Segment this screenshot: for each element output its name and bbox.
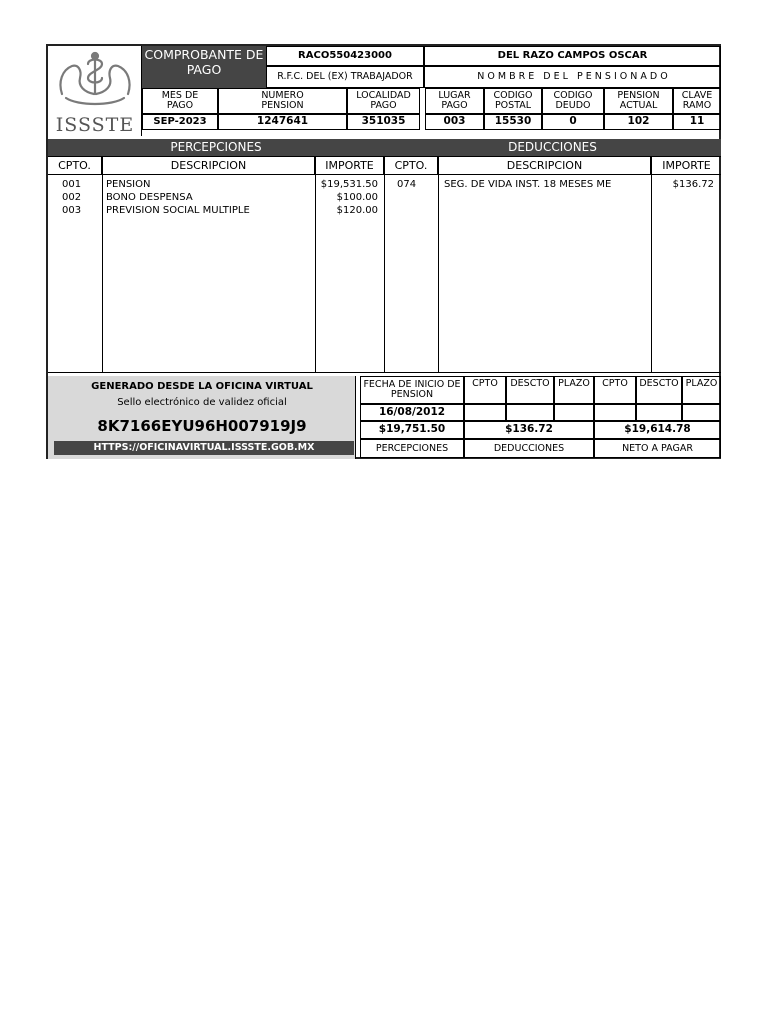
- row-cpto: 001: [62, 179, 82, 190]
- seal-code: 8K7166EYU96H007919J9: [97, 417, 307, 435]
- generated-text: GENERADO DESDE LA OFICINA VIRTUAL: [91, 381, 313, 392]
- deducciones-title: DEDUCCIONES: [384, 139, 721, 156]
- percepciones-title: PERCEPCIONES: [48, 139, 384, 156]
- field-value-clave-ramo: 11: [673, 114, 721, 130]
- row-cpto: 003: [62, 205, 82, 216]
- virtual-office-url[interactable]: HTTPS://OFICINAVIRTUAL.ISSSTE.GOB.MX: [54, 441, 354, 455]
- payment-receipt: [46, 44, 721, 459]
- perc-col-descripcion: DESCRIPCION: [102, 156, 315, 175]
- loan-cell: [682, 404, 721, 421]
- row-descripcion: BONO DESPENSA: [106, 192, 193, 203]
- loan-cell: [554, 404, 594, 421]
- loan-header: DESCTO: [636, 376, 682, 404]
- field-value-codigo-deudo: 0: [542, 114, 604, 130]
- perc-col-cpto: CPTO.: [48, 156, 102, 175]
- row-cpto: 074: [397, 179, 417, 190]
- row-importe: $120.00: [336, 205, 378, 216]
- perc-col-importe: IMPORTE: [315, 156, 384, 175]
- field-label-numero: NUMERO PENSION: [218, 88, 347, 114]
- pensioner-name-label: N O M B R E D E L P E N S I O N A D O: [424, 66, 721, 88]
- document-title: COMPROBANTE DE PAGO: [142, 46, 266, 88]
- neto-label: NETO A PAGAR: [594, 439, 721, 458]
- loan-header: DESCTO: [506, 376, 554, 404]
- loan-header: PLAZO: [554, 376, 594, 404]
- field-label-codigo-postal: CODIGO POSTAL: [484, 88, 542, 114]
- total-deducciones: $136.72: [464, 421, 594, 439]
- total-percepciones: $19,751.50: [360, 421, 464, 439]
- row-importe: $19,531.50: [320, 179, 378, 190]
- ded-col-importe: IMPORTE: [651, 156, 721, 175]
- loan-cell: [594, 404, 636, 421]
- loan-cell: [636, 404, 682, 421]
- field-value-mes: SEP-2023: [142, 114, 218, 130]
- row-importe: $136.72: [672, 179, 714, 190]
- ded-col-descripcion: DESCRIPCION: [438, 156, 651, 175]
- fecha-inicio-value: 16/08/2012: [360, 404, 464, 421]
- row-descripcion: PREVISION SOCIAL MULTIPLE: [106, 205, 250, 216]
- rfc-value: RACO550423000: [266, 46, 424, 66]
- issste-logo-icon: [48, 48, 142, 118]
- seal-label: Sello electrónico de validez oficial: [117, 397, 287, 408]
- logo-text: ISSSTE: [55, 114, 135, 136]
- field-value-numero: 1247641: [218, 114, 347, 130]
- loan-cell: [464, 404, 506, 421]
- loan-header: CPTO: [464, 376, 506, 404]
- field-label-localidad: LOCALIDAD PAGO: [347, 88, 420, 114]
- logo-area: [48, 46, 142, 136]
- field-value-lugar: 003: [425, 114, 484, 130]
- deducciones-label: DEDUCCIONES: [464, 439, 594, 458]
- neto-a-pagar: $19,614.78: [594, 421, 721, 439]
- row-importe: $100.00: [336, 192, 378, 203]
- row-descripcion: SEG. DE VIDA INST. 18 MESES ME: [444, 179, 612, 190]
- field-label-pension-actual: PENSION ACTUAL: [604, 88, 673, 114]
- field-label-mes: MES DE PAGO: [142, 88, 218, 114]
- field-label-codigo-deudo: CODIGO DEUDO: [542, 88, 604, 114]
- field-label-lugar: LUGAR PAGO: [425, 88, 484, 114]
- field-label-clave-ramo: CLAVE RAMO: [673, 88, 721, 114]
- rfc-label: R.F.C. DEL (EX) TRABAJADOR: [266, 66, 424, 88]
- loan-header: CPTO: [594, 376, 636, 404]
- row-cpto: 002: [62, 192, 82, 203]
- field-value-codigo-postal: 15530: [484, 114, 542, 130]
- pensioner-name: DEL RAZO CAMPOS OSCAR: [424, 46, 721, 66]
- loan-cell: [506, 404, 554, 421]
- ded-col-cpto: CPTO.: [384, 156, 438, 175]
- percepciones-label: PERCEPCIONES: [360, 439, 464, 458]
- field-value-localidad: 351035: [347, 114, 420, 130]
- field-value-pension-actual: 102: [604, 114, 673, 130]
- row-descripcion: PENSION: [106, 179, 151, 190]
- fecha-inicio-label: FECHA DE INICIO DE PENSION: [360, 376, 464, 404]
- loan-header: PLAZO: [682, 376, 721, 404]
- virtual-office-panel: [48, 376, 356, 459]
